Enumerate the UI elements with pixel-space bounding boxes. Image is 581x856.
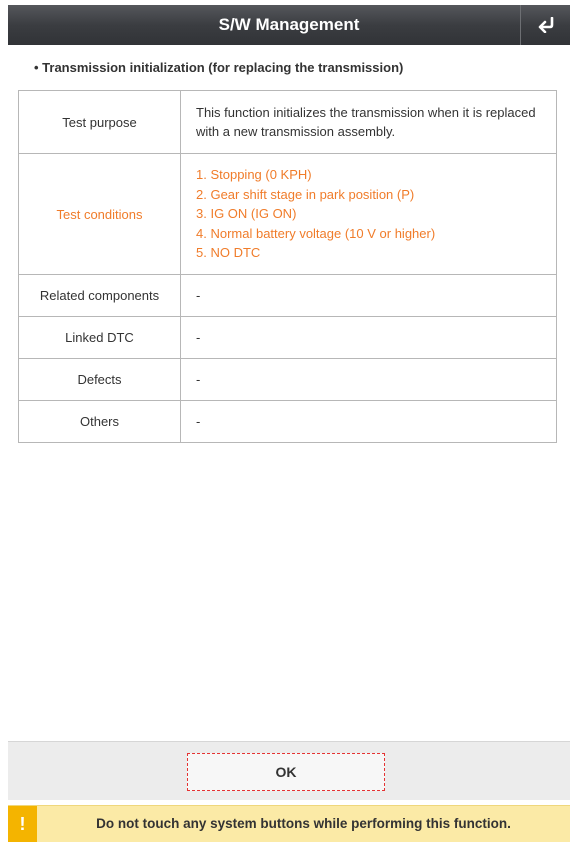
row-value: -	[181, 359, 557, 401]
section-heading: • Transmission initialization (for replacing the transmission)	[34, 60, 404, 75]
table-row	[19, 91, 557, 154]
table-row	[19, 275, 557, 317]
conditions-cell	[181, 154, 557, 275]
row-label: Defects	[19, 359, 181, 401]
ok-button[interactable]: OK	[187, 753, 385, 791]
warning-bar	[8, 805, 570, 842]
table-row	[19, 359, 557, 401]
condition-item: 1. Stopping (0 KPH)	[196, 167, 312, 183]
row-label: Others	[19, 401, 181, 443]
condition-item: 4. Normal battery voltage (10 V or higher)	[196, 225, 436, 241]
row-value: -	[181, 401, 557, 443]
table-row	[19, 154, 557, 275]
row-label: Test purpose	[19, 91, 181, 154]
info-table	[18, 90, 557, 443]
row-value: -	[181, 317, 557, 359]
row-value: This function initializes the transmission when it is replaced with a new transmission assembly.	[181, 91, 557, 154]
back-button[interactable]	[521, 5, 570, 45]
condition-item: 2. Gear shift stage in park position (P)	[196, 186, 415, 202]
bottom-action-bar	[8, 741, 570, 800]
row-label: Linked DTC	[19, 317, 181, 359]
title-bar	[8, 5, 570, 45]
page-title: S/W Management	[218, 15, 360, 34]
table-row	[19, 317, 557, 359]
row-value: -	[181, 275, 557, 317]
condition-item: 3. IG ON (IG ON)	[196, 206, 297, 222]
warning-icon: !	[8, 806, 37, 842]
warning-text: Do not touch any system buttons while performing this function.	[96, 816, 511, 831]
return-arrow-icon	[536, 17, 556, 33]
row-label: Related components	[19, 275, 181, 317]
condition-item: 5. NO DTC	[196, 245, 261, 261]
table-row	[19, 401, 557, 443]
row-label: Test conditions	[19, 154, 181, 275]
